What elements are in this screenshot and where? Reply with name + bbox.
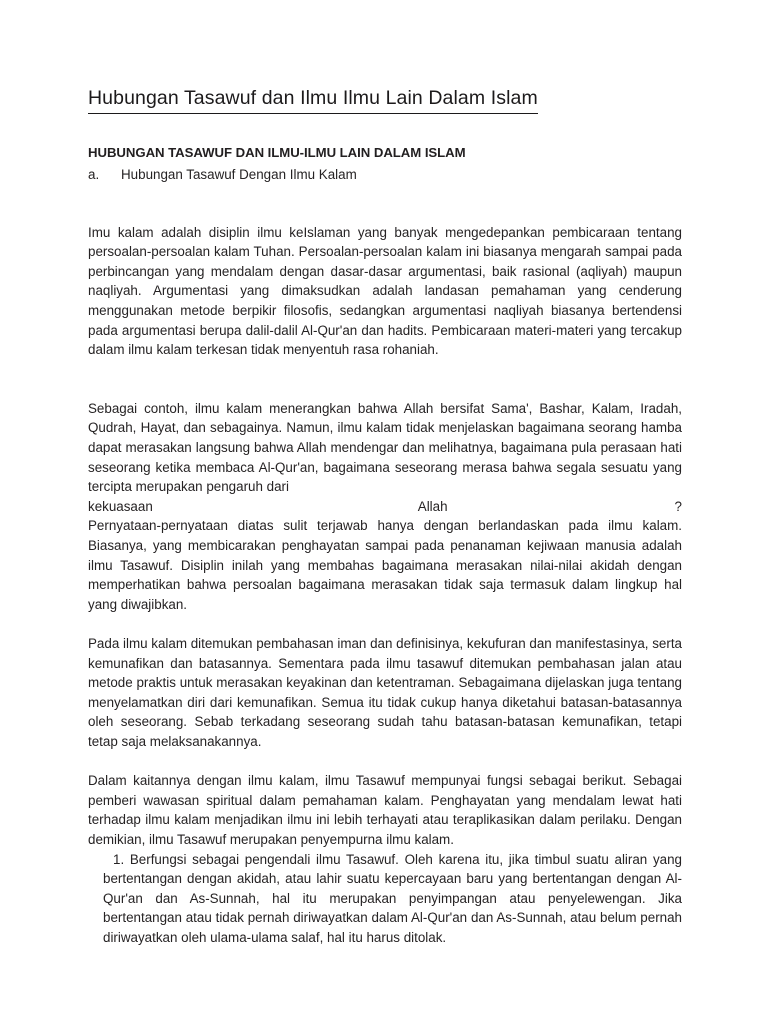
page-title: Hubungan Tasawuf dan Ilmu Ilmu Lain Dalam Islam xyxy=(88,86,538,114)
section-heading: HUBUNGAN TASAWUF DAN ILMU-ILMU LAIN DALAM ISLAM xyxy=(88,145,466,161)
justified-overflow-line xyxy=(88,497,682,517)
paragraph-5: Dalam kaitannya dengan ilmu kalam, ilmu Tasawuf mempunyai fungsi sebagai berikut. Sebagai pemberi wawasan spiritual dalam pemahaman kalam. Penghayatan yang mendalam lewat hati terhadap ilmu kalam menjadikan ilmu ini lebih terhayati atau teraplikasikan dalam perilaku. Dengan demikian, ilmu Tasawuf merupakan penyempurna ilmu kalam. xyxy=(88,773,682,847)
overflow-question-mark: ? xyxy=(674,498,682,514)
sub-heading xyxy=(88,166,682,183)
overflow-word-middle: Allah xyxy=(417,498,448,514)
paragraph-1: Imu kalam adalah disiplin ilmu keIslaman yang banyak mengedepankan pembicaraan tentang persoalan-persoalan kalam Tuhan. Persoalan-persoalan kalam ini biasanya mengarah sampai pada perbincangan yang mendalam dengan dasar-dasar argumentasi, baik rasional (aqliyah) maupun naqliyah. Argumentasi yang dimaksudkan adalah landasan pemahaman yang cenderung menggunakan metode berpikir filosofis, sedangkan argumentasi naqliyah biasanya bertendensi pada argumentasi berupa dalil-dalil Al-Qur'an dan hadits. Pembicaraan materi-materi yang tercakup dalam ilmu kalam terkesan tidak menyentuh rasa rohaniah. xyxy=(88,224,682,358)
paragraph-4: Pada ilmu kalam ditemukan pembahasan iman dan definisinya, kekufuran dan manifestasinya, serta kemunafikan dan batasannya. Sementara pada ilmu tasawuf ditemukan pembahasan jalan atau metode praktis untuk merasakan keyakinan dan ketentraman. Sebagaimana dijelaskan juga tentang menyelamatkan diri dari kemunafikan. Semua itu tidak cukup hanya diketahui batasan-batasannya oleh seseorang. Sebab terkadang seseorang sudah tahu batasan-batasan kemunafikan, tetapi tetap saja melaksanakannya. xyxy=(88,635,682,749)
sub-heading-label: Hubungan Tasawuf Dengan Ilmu Kalam xyxy=(121,167,357,183)
overflow-word-left: kekuasaan xyxy=(88,498,153,514)
paragraph-3: Pernyataan-pernyataan diatas sulit terjawab hanya dengan berlandaskan pada ilmu kalam. Biasanya, yang membicarakan penghayatan sampai pada penanaman kejiwaan manusia adalah ilmu Tasawuf. Disiplin inilah yang membahas bagaimana merasakan nilai-nilai akidah dengan memperhatikan bahwa persoalan bagaimana merasakan tidak saja termasuk dalam lingkup hal yang diwajibkan. xyxy=(88,518,682,612)
list-item: 1. Berfungsi sebagai pengendali ilmu Tasawuf. Oleh karena itu, jika timbul suatu aliran yang bertentangan dengan akidah, atau lahir suatu kepercayaan baru yang bertentangan dengan Al-Qur'an dan As-Sunnah, hal itu merupakan penyimpangan atau penyelewengan. Jika bertentangan atau tidak pernah diriwayatkan dalam Al-Qur'an dan As-Sunnah, atau belum pernah diriwayatkan oleh ulama-ulama salaf, hal itu harus ditolak. xyxy=(103,851,682,945)
document-content xyxy=(88,86,682,947)
paragraph-2: Sebagai contoh, ilmu kalam menerangkan bahwa Allah bersifat Sama', Bashar, Kalam, Iradah, Qudrah, Hayat, dan sebagainya. Namun, ilmu kalam tidak menjelaskan bagaimana seorang hamba dapat merasakan langsung bahwa Allah mendengar dan melihatnya, bagaimana pula perasaan hati seseorang ketika membaca Al-Qur'an, bagaimana seseorang merasa bahwa segala sesuatu yang tercipta merupakan pengaruh dari xyxy=(88,400,682,495)
sub-heading-marker: a. xyxy=(88,167,100,183)
